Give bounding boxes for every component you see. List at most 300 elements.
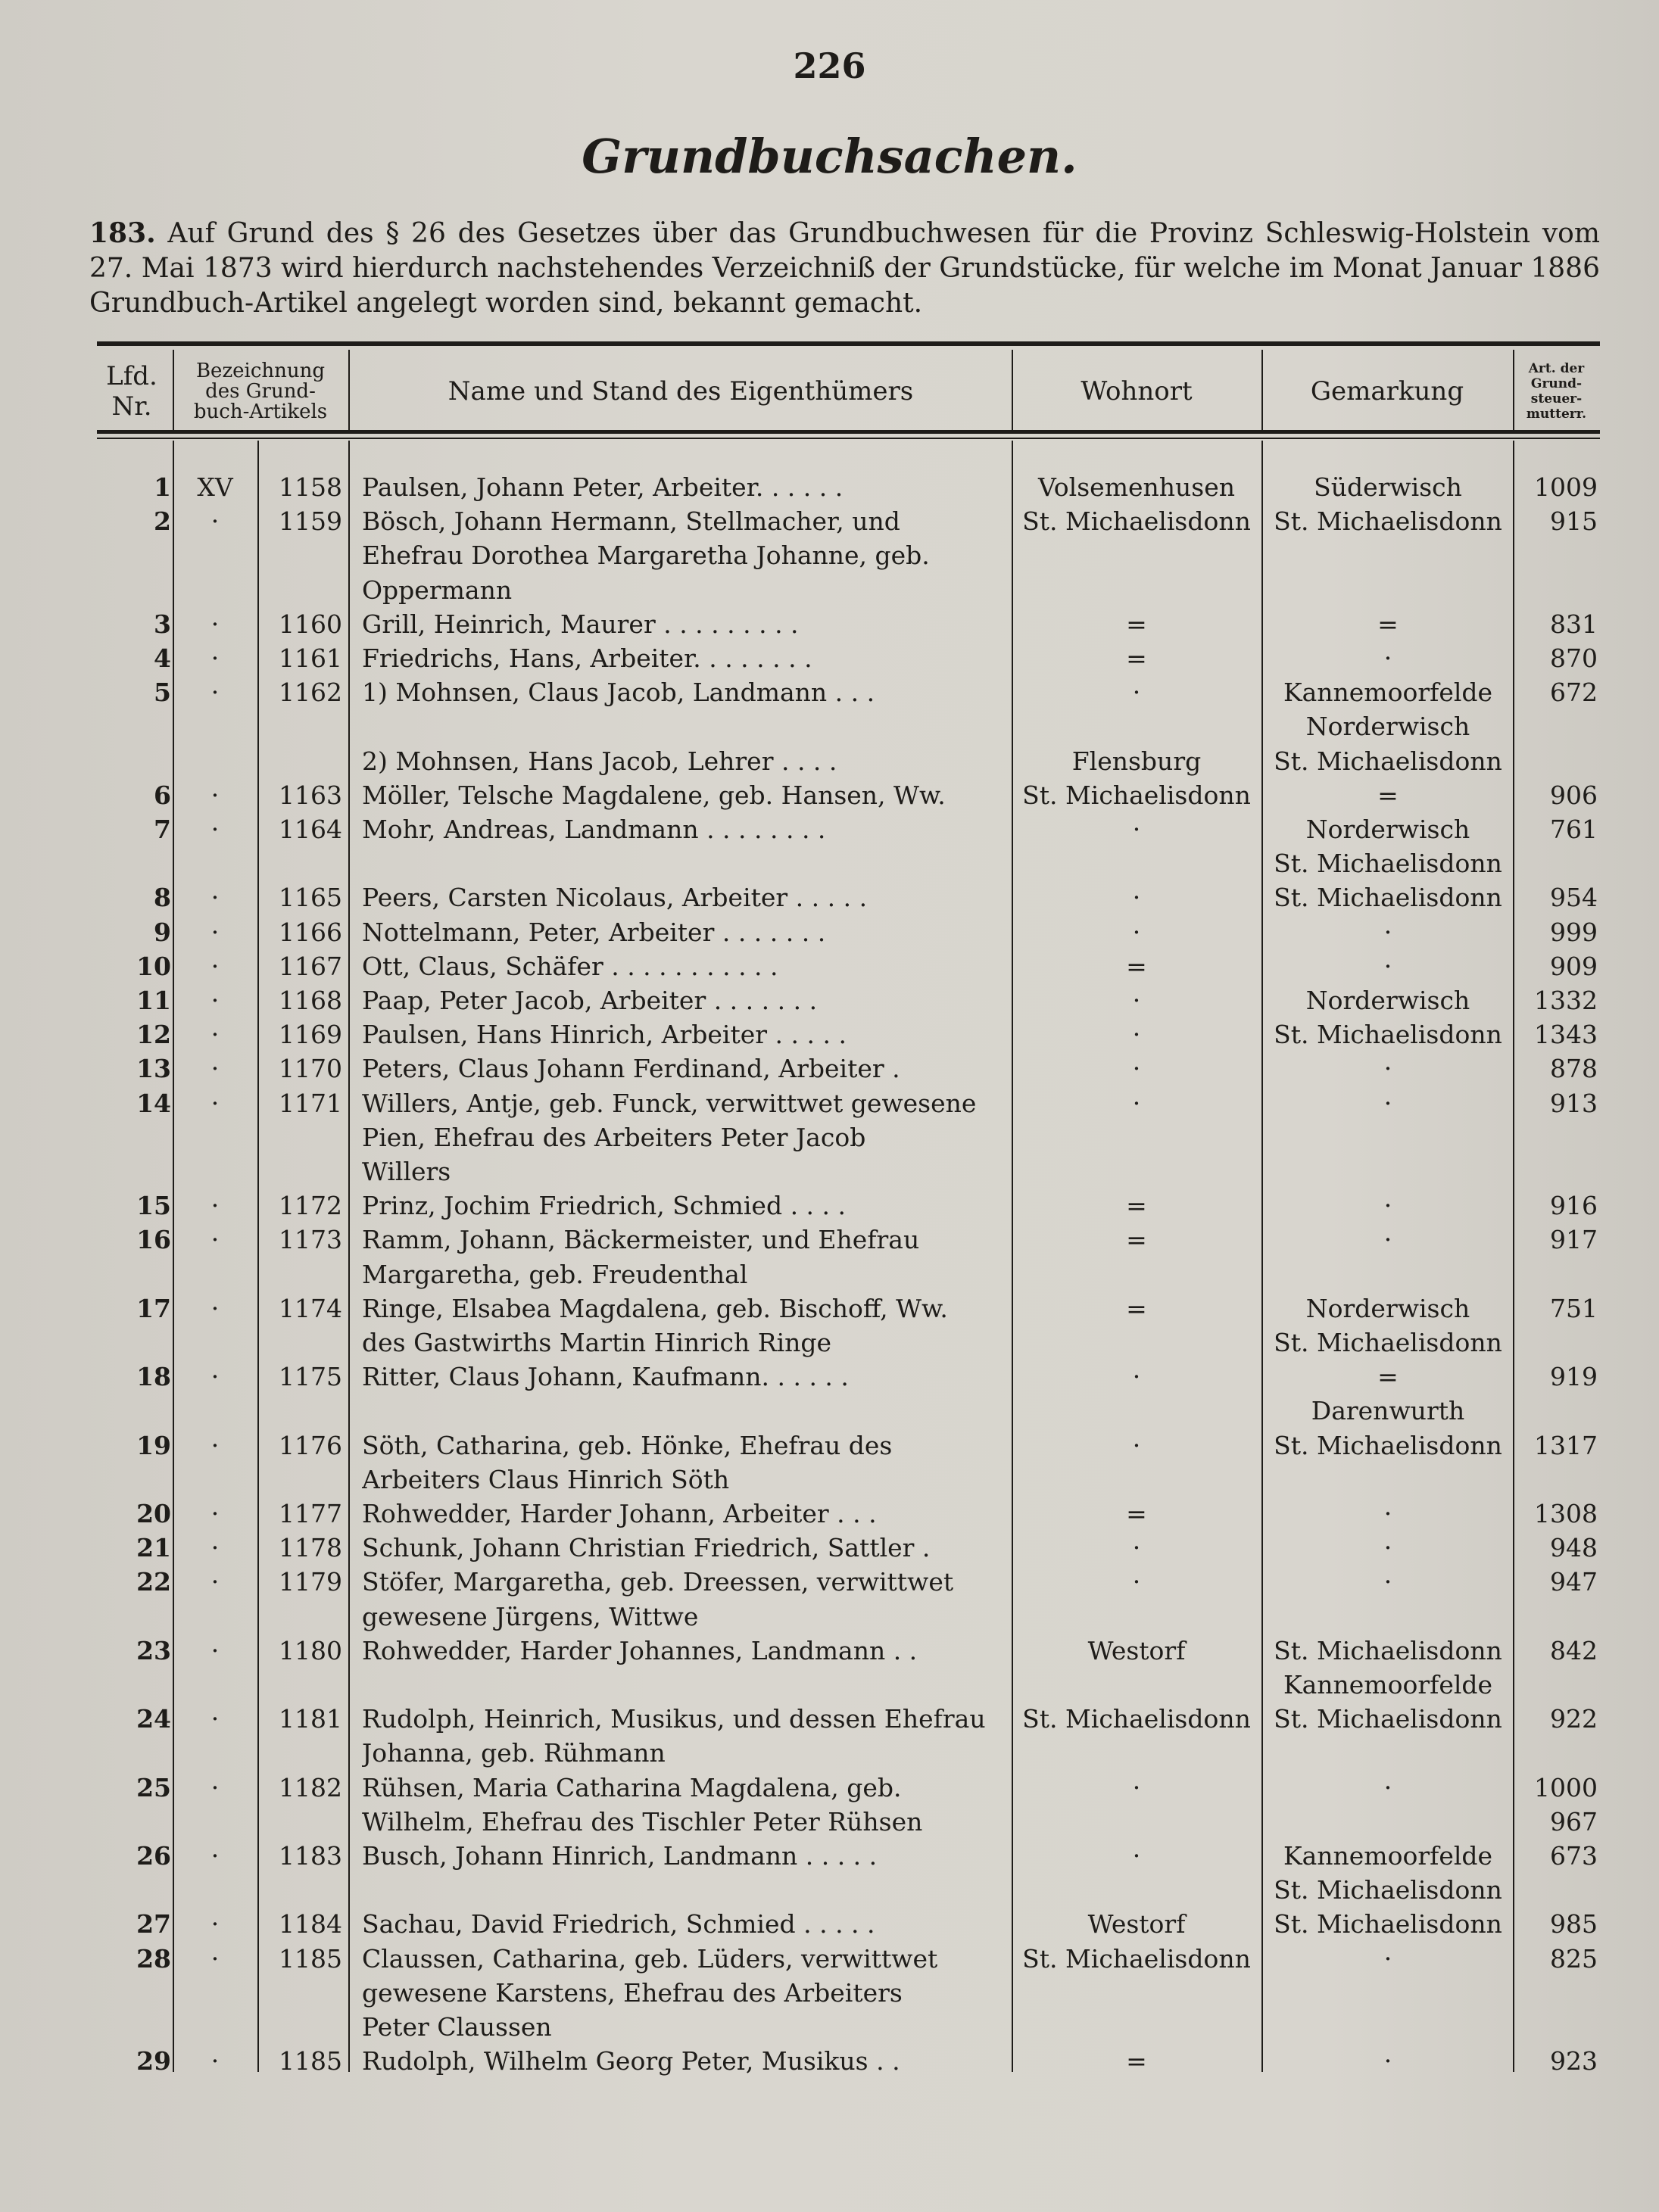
owner-name: Willers, Antje, geb. Funck, verwittwet gewesene bbox=[362, 1089, 977, 1118]
owner-name: Oppermann bbox=[362, 575, 513, 605]
article-number bbox=[262, 1394, 342, 1428]
article-number bbox=[262, 539, 342, 572]
district: · bbox=[1383, 1499, 1392, 1528]
page-heading: Grundbuchsachen. bbox=[582, 129, 1077, 184]
article-number bbox=[262, 847, 342, 880]
article-volume: · bbox=[210, 1773, 220, 1802]
residence: · bbox=[1132, 1054, 1141, 1083]
tax-roll-article: 948 bbox=[1550, 1533, 1598, 1562]
tax-roll-article bbox=[1514, 574, 1598, 607]
tax-roll-article: 906 bbox=[1550, 780, 1598, 810]
header-wohnort: Wohnort bbox=[1081, 376, 1193, 407]
article-number bbox=[262, 710, 342, 743]
header-art-line2: Grund- bbox=[1530, 376, 1583, 391]
district: Süderwisch bbox=[1314, 472, 1462, 502]
owner-name: Schunk, Johann Christian Friedrich, Sattler . bbox=[362, 1533, 931, 1562]
owner-name: Grill, Heinrich, Maurer . . . . . . . . . bbox=[362, 609, 799, 639]
residence bbox=[1013, 1668, 1260, 1702]
article-volume: · bbox=[210, 506, 220, 536]
intro-paragraph bbox=[89, 216, 1600, 321]
tax-roll-article bbox=[1514, 1394, 1598, 1428]
entry-number bbox=[91, 1600, 171, 1634]
entry-number bbox=[91, 1258, 171, 1291]
header-art bbox=[1513, 350, 1600, 433]
district: St. Michaelisdonn bbox=[1274, 849, 1502, 878]
tax-roll-article bbox=[1514, 1874, 1598, 1907]
residence bbox=[1013, 1326, 1260, 1360]
owner-name bbox=[362, 847, 1012, 880]
article-number bbox=[262, 2011, 342, 2044]
article-volume bbox=[176, 1805, 254, 1839]
article-number: 1174 bbox=[279, 1294, 342, 1323]
article-volume bbox=[176, 1600, 254, 1634]
entry-number bbox=[91, 539, 171, 572]
header-divider bbox=[1261, 350, 1263, 430]
entry-number: 12 bbox=[136, 1020, 171, 1049]
article-number: 1166 bbox=[279, 918, 342, 947]
owner-name: Söth, Catharina, geb. Hönke, Ehefrau des bbox=[362, 1431, 893, 1460]
residence bbox=[1013, 1805, 1260, 1839]
district bbox=[1263, 2011, 1513, 2044]
entry-number bbox=[91, 574, 171, 607]
header-lfd-line2: Nr. bbox=[111, 391, 152, 422]
header-name: Name und Stand des Eigenthümers bbox=[447, 376, 914, 407]
article-volume: · bbox=[210, 1431, 220, 1460]
entry-number bbox=[91, 1326, 171, 1360]
owner-name bbox=[362, 710, 1012, 743]
district bbox=[1263, 1737, 1513, 1770]
tax-roll-article: 947 bbox=[1550, 1567, 1598, 1597]
tax-roll-article: 831 bbox=[1550, 609, 1598, 639]
article-volume: · bbox=[210, 1362, 220, 1391]
article-number: 1168 bbox=[279, 986, 342, 1015]
article-number: 1161 bbox=[279, 643, 342, 673]
article-volume bbox=[176, 847, 254, 880]
tax-roll-article bbox=[1514, 1121, 1598, 1154]
article-number: 1176 bbox=[279, 1431, 342, 1460]
district: St. Michaelisdonn bbox=[1274, 883, 1502, 912]
district: St. Michaelisdonn bbox=[1274, 1636, 1502, 1665]
entry-number: 23 bbox=[136, 1636, 171, 1665]
header-bezeichnung bbox=[173, 350, 348, 433]
tax-roll-article bbox=[1514, 1737, 1598, 1770]
residence: Westorf bbox=[1087, 1909, 1186, 1939]
residence bbox=[1013, 1600, 1260, 1634]
district bbox=[1263, 574, 1513, 607]
residence: St. Michaelisdonn bbox=[1022, 506, 1251, 536]
tax-roll-article: 919 bbox=[1550, 1362, 1598, 1391]
residence: Flensburg bbox=[1071, 746, 1202, 776]
residence: Volsemenhusen bbox=[1038, 472, 1235, 502]
residence: · bbox=[1132, 1567, 1141, 1597]
district: · bbox=[1383, 918, 1392, 947]
article-number bbox=[262, 1668, 342, 1702]
tax-roll-article: 1317 bbox=[1534, 1431, 1598, 1460]
entry-number bbox=[91, 847, 171, 880]
article-volume bbox=[176, 1394, 254, 1428]
owner-name: des Gastwirths Martin Hinrich Ringe bbox=[362, 1328, 832, 1357]
district: St. Michaelisdonn bbox=[1274, 746, 1502, 776]
article-number bbox=[262, 1155, 342, 1189]
article-volume: · bbox=[210, 1636, 220, 1665]
residence: · bbox=[1132, 986, 1141, 1015]
owner-name: Rohwedder, Harder Johann, Arbeiter . . . bbox=[362, 1499, 877, 1528]
article-volume: · bbox=[210, 780, 220, 810]
district: Darenwurth bbox=[1311, 1396, 1465, 1425]
entry-number: 13 bbox=[136, 1054, 171, 1083]
article-number: 1162 bbox=[279, 678, 342, 707]
entry-number: 17 bbox=[136, 1294, 171, 1323]
article-number: 1164 bbox=[279, 815, 342, 844]
tax-roll-article: 916 bbox=[1550, 1191, 1598, 1220]
owner-name bbox=[362, 1668, 1012, 1702]
article-number: 1163 bbox=[279, 780, 342, 810]
residence: St. Michaelisdonn bbox=[1022, 1704, 1251, 1734]
district: St. Michaelisdonn bbox=[1274, 1875, 1502, 1905]
district: St. Michaelisdonn bbox=[1274, 1431, 1502, 1460]
tax-roll-article: 915 bbox=[1550, 506, 1598, 536]
entry-number: 29 bbox=[136, 2046, 171, 2076]
article-number bbox=[262, 1977, 342, 2010]
article-volume bbox=[176, 1121, 254, 1154]
tax-roll-article bbox=[1514, 1326, 1598, 1360]
residence bbox=[1013, 1394, 1260, 1428]
tax-roll-article: 913 bbox=[1550, 1089, 1598, 1118]
article-number: 1183 bbox=[279, 1841, 342, 1871]
article-number bbox=[262, 1600, 342, 1634]
owner-name bbox=[362, 1874, 1012, 1907]
header-lfd-line1: Lfd. bbox=[106, 361, 157, 391]
header-bez-line3: buch-Artikels bbox=[193, 400, 328, 423]
tax-roll-article: 672 bbox=[1550, 678, 1598, 707]
article-volume bbox=[176, 1155, 254, 1189]
residence: Westorf bbox=[1087, 1636, 1186, 1665]
owner-name: Peter Claussen bbox=[362, 2012, 552, 2042]
entry-number: 5 bbox=[154, 678, 171, 707]
article-number: 1173 bbox=[279, 1225, 342, 1254]
article-number bbox=[262, 1121, 342, 1154]
article-volume bbox=[176, 1258, 254, 1291]
article-number bbox=[262, 1463, 342, 1497]
entry-number bbox=[91, 1155, 171, 1189]
owner-name: 2) Mohnsen, Hans Jacob, Lehrer . . . . bbox=[362, 746, 837, 776]
article-number: 1182 bbox=[279, 1773, 342, 1802]
district bbox=[1263, 539, 1513, 572]
district: St. Michaelisdonn bbox=[1274, 1328, 1502, 1357]
owner-name: Paulsen, Hans Hinrich, Arbeiter . . . . . bbox=[362, 1020, 847, 1049]
residence: = bbox=[1126, 1191, 1147, 1220]
district: St. Michaelisdonn bbox=[1274, 1020, 1502, 1049]
header-divider bbox=[173, 350, 174, 430]
entry-number: 18 bbox=[136, 1362, 171, 1391]
district: Kannemoorfelde bbox=[1283, 1841, 1493, 1871]
article-number bbox=[262, 1258, 342, 1291]
article-volume bbox=[176, 1668, 254, 1702]
owner-name: Rudolph, Heinrich, Musikus, und dessen Ehefrau bbox=[362, 1704, 986, 1734]
owner-name: Stöfer, Margaretha, geb. Dreessen, verwittwet bbox=[362, 1567, 954, 1597]
district: St. Michaelisdonn bbox=[1274, 506, 1502, 536]
tax-roll-article bbox=[1514, 745, 1598, 778]
residence bbox=[1013, 2011, 1260, 2044]
tax-roll-article bbox=[1514, 1977, 1598, 2010]
tax-roll-article: 985 bbox=[1550, 1909, 1598, 1939]
tax-roll-article: 967 bbox=[1550, 1807, 1598, 1837]
owner-name: Busch, Johann Hinrich, Landmann . . . . . bbox=[362, 1841, 878, 1871]
table-top-rule bbox=[97, 341, 1600, 346]
district: Norderwisch bbox=[1305, 815, 1470, 844]
entry-number bbox=[91, 1977, 171, 2010]
residence bbox=[1013, 1463, 1260, 1497]
header-divider bbox=[1513, 350, 1514, 430]
district: · bbox=[1383, 1773, 1392, 1802]
article-number bbox=[262, 1737, 342, 1770]
tax-roll-article: 1009 bbox=[1534, 472, 1598, 502]
article-volume: · bbox=[210, 1020, 220, 1049]
tax-roll-article bbox=[1514, 1463, 1598, 1497]
article-volume: · bbox=[210, 609, 220, 639]
article-volume bbox=[176, 1977, 254, 2010]
article-volume: · bbox=[210, 1294, 220, 1323]
entry-number: 15 bbox=[136, 1191, 171, 1220]
intro-number: 183. bbox=[89, 217, 156, 249]
residence bbox=[1013, 1874, 1260, 1907]
district: · bbox=[1383, 643, 1392, 673]
article-number: 1179 bbox=[279, 1567, 342, 1597]
article-number: 1184 bbox=[279, 1909, 342, 1939]
article-volume bbox=[176, 539, 254, 572]
entry-number bbox=[91, 1463, 171, 1497]
owner-name: Ehefrau Dorothea Margaretha Johanne, geb. bbox=[362, 541, 930, 570]
page-number: 226 bbox=[793, 45, 866, 86]
tax-roll-article bbox=[1514, 1600, 1598, 1634]
residence: · bbox=[1132, 883, 1141, 912]
district bbox=[1263, 1121, 1513, 1154]
entry-number: 3 bbox=[154, 609, 171, 639]
residence bbox=[1013, 1977, 1260, 2010]
entry-number: 21 bbox=[136, 1533, 171, 1562]
entry-number: 24 bbox=[136, 1704, 171, 1734]
entry-number bbox=[91, 1394, 171, 1428]
residence: St. Michaelisdonn bbox=[1022, 780, 1251, 810]
header-bez-line1: Bezeichnung bbox=[195, 359, 326, 382]
article-number bbox=[262, 745, 342, 778]
district: Norderwisch bbox=[1305, 712, 1470, 741]
district: Kannemoorfelde bbox=[1283, 678, 1493, 707]
article-volume: · bbox=[210, 1191, 220, 1220]
tax-roll-article: 917 bbox=[1550, 1225, 1598, 1254]
district: · bbox=[1383, 1191, 1392, 1220]
article-volume: · bbox=[210, 1567, 220, 1597]
article-volume bbox=[176, 2011, 254, 2044]
article-number: 1177 bbox=[279, 1499, 342, 1528]
entry-number bbox=[91, 2011, 171, 2044]
column-divider bbox=[173, 441, 174, 2072]
district: · bbox=[1383, 1089, 1392, 1118]
article-volume: · bbox=[210, 1054, 220, 1083]
owner-name: Ritter, Claus Johann, Kaufmann. . . . . . bbox=[362, 1362, 849, 1391]
tax-roll-article: 673 bbox=[1550, 1841, 1598, 1871]
article-number: 1185 bbox=[279, 1944, 342, 1974]
residence: · bbox=[1132, 1431, 1141, 1460]
article-volume: · bbox=[210, 1225, 220, 1254]
owner-name: Sachau, David Friedrich, Schmied . . . . . bbox=[362, 1909, 875, 1939]
article-volume: · bbox=[210, 1499, 220, 1528]
tax-roll-article: 1332 bbox=[1534, 986, 1598, 1015]
entry-number: 22 bbox=[136, 1567, 171, 1597]
article-number: 1172 bbox=[279, 1191, 342, 1220]
entry-number: 6 bbox=[154, 780, 171, 810]
header-lfd bbox=[91, 350, 173, 433]
owner-name: Paap, Peter Jacob, Arbeiter . . . . . . . bbox=[362, 986, 818, 1015]
district: Norderwisch bbox=[1305, 1294, 1470, 1323]
tax-roll-article: 923 bbox=[1550, 2046, 1598, 2076]
entry-number bbox=[91, 745, 171, 778]
owner-name: Pien, Ehefrau des Arbeiters Peter Jacob bbox=[362, 1123, 866, 1152]
table-header-rule-thin bbox=[97, 438, 1600, 439]
residence: = bbox=[1126, 952, 1147, 981]
article-number: 1171 bbox=[279, 1089, 342, 1118]
header-bez-line2: des Grund- bbox=[205, 379, 316, 403]
tax-roll-article bbox=[1514, 1668, 1598, 1702]
owner-name: Ramm, Johann, Bäckermeister, und Ehefrau bbox=[362, 1225, 920, 1254]
residence: · bbox=[1132, 918, 1141, 947]
article-number: 1160 bbox=[279, 609, 342, 639]
residence: = bbox=[1126, 609, 1147, 639]
tax-roll-article bbox=[1514, 847, 1598, 880]
residence: · bbox=[1132, 1773, 1141, 1802]
entry-number: 7 bbox=[154, 815, 171, 844]
tax-roll-article bbox=[1514, 1258, 1598, 1291]
article-number: 1165 bbox=[279, 883, 342, 912]
entry-number: 9 bbox=[154, 918, 171, 947]
entry-number: 25 bbox=[136, 1773, 171, 1802]
residence: · bbox=[1132, 1841, 1141, 1871]
article-volume: · bbox=[210, 918, 220, 947]
entry-number bbox=[91, 1121, 171, 1154]
residence bbox=[1013, 1737, 1260, 1770]
residence bbox=[1013, 574, 1260, 607]
district bbox=[1263, 1463, 1513, 1497]
district: = bbox=[1377, 609, 1399, 639]
article-number: 1178 bbox=[279, 1533, 342, 1562]
owner-name: Ringe, Elsabea Magdalena, geb. Bischoff, Ww. bbox=[362, 1294, 948, 1323]
article-volume: · bbox=[210, 643, 220, 673]
tax-roll-article: 825 bbox=[1550, 1944, 1598, 1974]
entry-number: 20 bbox=[136, 1499, 171, 1528]
article-volume: · bbox=[210, 678, 220, 707]
entry-number: 1 bbox=[154, 472, 171, 502]
owner-name: Paulsen, Johann Peter, Arbeiter. . . . . . bbox=[362, 472, 844, 502]
district: · bbox=[1383, 1533, 1392, 1562]
article-volume: · bbox=[210, 1533, 220, 1562]
header-divider bbox=[1012, 350, 1013, 430]
article-volume bbox=[176, 1463, 254, 1497]
owner-name bbox=[362, 1394, 1012, 1428]
article-volume bbox=[176, 574, 254, 607]
entry-number: 8 bbox=[154, 883, 171, 912]
owner-name: Wilhelm, Ehefrau des Tischler Peter Rühsen bbox=[362, 1807, 923, 1837]
district: · bbox=[1383, 1054, 1392, 1083]
article-volume bbox=[176, 710, 254, 743]
entry-number bbox=[91, 1668, 171, 1702]
article-number: 1169 bbox=[279, 1020, 342, 1049]
article-number: 1180 bbox=[279, 1636, 342, 1665]
tax-roll-article: 870 bbox=[1550, 643, 1598, 673]
header-gemarkung: Gemarkung bbox=[1310, 376, 1464, 407]
article-number bbox=[262, 1326, 342, 1360]
district: St. Michaelisdonn bbox=[1274, 1704, 1502, 1734]
intro-text: Auf Grund des § 26 des Gesetzes über das Grundbuchwesen für die Provinz Schleswig-Holstein vom 27. Mai 1873 wird hierdurch nachstehendes Verzeichniß der Grundstücke, für welche im Monat Januar 1886 Grundbuch-Artikel angelegt worden sind, bekannt gemacht. bbox=[89, 218, 1600, 319]
owner-name: Möller, Telsche Magdalene, geb. Hansen, Ww. bbox=[362, 780, 946, 810]
owner-name: Bösch, Johann Hermann, Stellmacher, und bbox=[362, 506, 900, 536]
owner-name: Peters, Claus Johann Ferdinand, Arbeiter . bbox=[362, 1054, 900, 1083]
residence: · bbox=[1132, 815, 1141, 844]
residence: = bbox=[1126, 1225, 1147, 1254]
district: = bbox=[1377, 780, 1399, 810]
header-art-line1: Art. der bbox=[1528, 361, 1585, 376]
tax-roll-article bbox=[1514, 539, 1598, 572]
owner-name: Rudolph, Wilhelm Georg Peter, Musikus . . bbox=[362, 2046, 900, 2076]
district: · bbox=[1383, 1567, 1392, 1597]
header-art-line4: mutterr. bbox=[1526, 407, 1587, 422]
district bbox=[1263, 1977, 1513, 2010]
owner-name: Johanna, geb. Rühmann bbox=[362, 1738, 666, 1768]
article-number: 1167 bbox=[279, 952, 342, 981]
residence: · bbox=[1132, 1533, 1141, 1562]
entry-number: 14 bbox=[136, 1089, 171, 1118]
residence bbox=[1013, 847, 1260, 880]
article-volume: XV bbox=[197, 472, 233, 502]
article-volume bbox=[176, 1737, 254, 1770]
district: Kannemoorfelde bbox=[1283, 1670, 1493, 1700]
entry-number: 16 bbox=[136, 1225, 171, 1254]
tax-roll-article: 1343 bbox=[1534, 1020, 1598, 1049]
header-divider bbox=[348, 350, 350, 430]
entry-number: 2 bbox=[154, 506, 171, 536]
article-number: 1175 bbox=[279, 1362, 342, 1391]
article-volume bbox=[176, 745, 254, 778]
district: · bbox=[1383, 1225, 1392, 1254]
tax-roll-article: 1000 bbox=[1534, 1773, 1598, 1802]
entry-number: 28 bbox=[136, 1944, 171, 1974]
article-volume bbox=[176, 1326, 254, 1360]
article-number: 1170 bbox=[279, 1054, 342, 1083]
tax-roll-article: 999 bbox=[1550, 918, 1598, 947]
article-volume: · bbox=[210, 1841, 220, 1871]
owner-name: gewesene Jürgens, Wittwe bbox=[362, 1602, 699, 1631]
article-number bbox=[262, 1805, 342, 1839]
entry-number: 4 bbox=[154, 643, 171, 673]
residence bbox=[1013, 539, 1260, 572]
tax-roll-article: 761 bbox=[1550, 815, 1598, 844]
entry-number bbox=[91, 710, 171, 743]
tax-roll-article: 1308 bbox=[1534, 1499, 1598, 1528]
owner-name: 1) Mohnsen, Claus Jacob, Landmann . . . bbox=[362, 678, 875, 707]
residence: · bbox=[1132, 678, 1141, 707]
owner-name: Rühsen, Maria Catharina Magdalena, geb. bbox=[362, 1773, 902, 1802]
owner-name: Claussen, Catharina, geb. Lüders, verwittwet bbox=[362, 1944, 938, 1974]
owner-name: Nottelmann, Peter, Arbeiter . . . . . . . bbox=[362, 918, 826, 947]
entry-number: 26 bbox=[136, 1841, 171, 1871]
district bbox=[1263, 1258, 1513, 1291]
district: St. Michaelisdonn bbox=[1274, 1909, 1502, 1939]
tax-roll-article: 922 bbox=[1550, 1704, 1598, 1734]
column-divider bbox=[348, 441, 350, 2072]
tax-roll-article bbox=[1514, 710, 1598, 743]
article-volume: · bbox=[210, 2046, 220, 2076]
entry-number bbox=[91, 1737, 171, 1770]
residence: St. Michaelisdonn bbox=[1022, 1944, 1251, 1974]
